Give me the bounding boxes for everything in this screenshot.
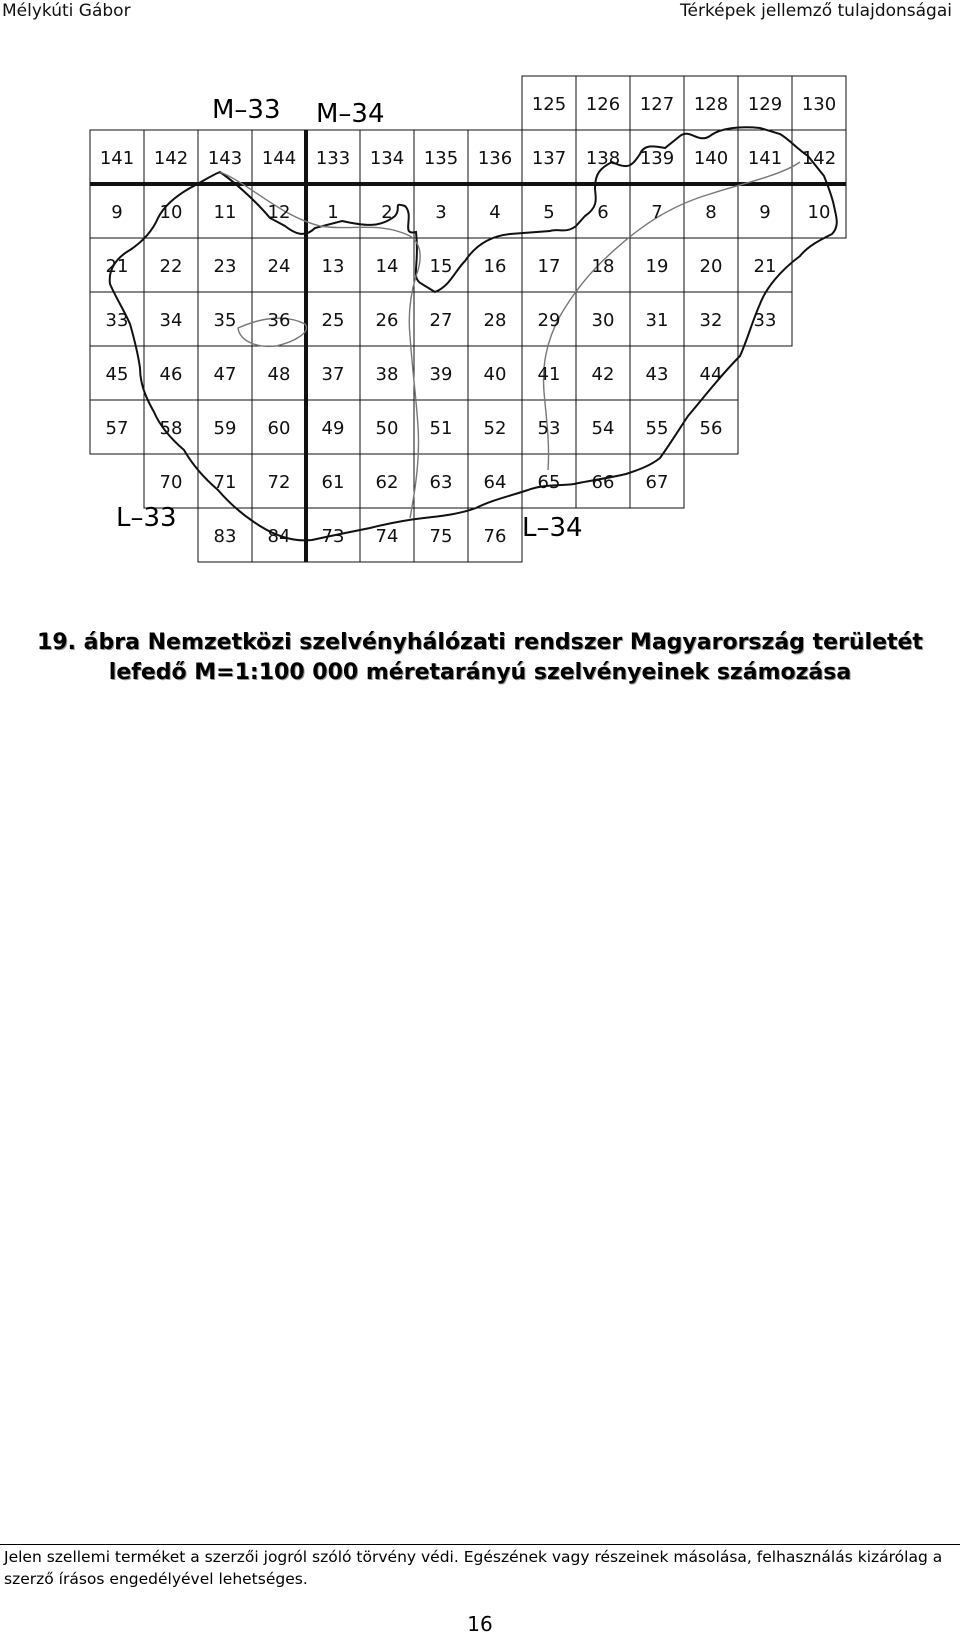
sheet-number-16: 16 <box>483 256 507 277</box>
sheet-number-37: 37 <box>321 364 345 385</box>
sheet-number-28: 28 <box>483 310 507 331</box>
sheet-number-10: 10 <box>159 202 183 223</box>
sheet-number-51: 51 <box>429 418 453 439</box>
sheet-number-141: 141 <box>99 148 135 169</box>
sheet-number-20: 20 <box>699 256 723 277</box>
sheet-number-128: 128 <box>693 94 729 115</box>
caption-line-2: lefedő M=1:100 000 méretarányú szelvényeinek számozása <box>108 660 852 685</box>
sheet-number-72: 72 <box>267 472 291 493</box>
sheet-number-42: 42 <box>591 364 615 385</box>
sheet-number-75: 75 <box>429 526 453 547</box>
sheet-number-62: 62 <box>375 472 399 493</box>
header-chapter: Térképek jellemző tulajdonságai <box>680 1 952 21</box>
sheet-label-m34: M–34 <box>316 99 385 129</box>
sheet-number-126: 126 <box>585 94 621 115</box>
sheet-number-9: 9 <box>111 202 123 223</box>
sheet-number-76: 76 <box>483 526 507 547</box>
sheet-number-12: 12 <box>267 202 291 223</box>
sheet-number-56: 56 <box>699 418 723 439</box>
sheet-number-52: 52 <box>483 418 507 439</box>
sheet-number-2: 2 <box>381 202 393 223</box>
sheet-number-39: 39 <box>429 364 453 385</box>
sheet-number-60: 60 <box>267 418 291 439</box>
sheet-number-6: 6 <box>597 202 609 223</box>
sheet-number-32: 32 <box>699 310 723 331</box>
sheet-number-33: 33 <box>753 310 777 331</box>
sheet-number-1: 1 <box>327 202 339 223</box>
sheet-number-15: 15 <box>429 256 453 277</box>
sheet-number-64: 64 <box>483 472 507 493</box>
page-number: 16 <box>467 1612 493 1636</box>
sheet-number-48: 48 <box>267 364 291 385</box>
sheet-number-137: 137 <box>531 148 567 169</box>
sheet-number-133: 133 <box>315 148 351 169</box>
sheet-number-70: 70 <box>159 472 183 493</box>
page-header <box>0 0 960 26</box>
sheet-number-40: 40 <box>483 364 507 385</box>
sheet-label-m33: M–33 <box>212 95 281 125</box>
sheet-label-l34: L–34 <box>522 513 583 543</box>
sheet-number-61: 61 <box>321 472 345 493</box>
river-danube <box>220 172 420 518</box>
sheet-number-8: 8 <box>705 202 717 223</box>
sheet-number-125: 125 <box>531 94 567 115</box>
caption-line-1: 19. ábra Nemzetközi szelvényhálózati rendszer Magyarország területét <box>37 630 923 655</box>
footer-divider <box>0 1544 960 1545</box>
sheet-number-25: 25 <box>321 310 345 331</box>
sheet-number-63: 63 <box>429 472 453 493</box>
sheet-number-144: 144 <box>261 148 297 169</box>
sheet-number-50: 50 <box>375 418 399 439</box>
sheet-number-17: 17 <box>537 256 561 277</box>
sheet-number-57: 57 <box>105 418 129 439</box>
sheet-number-136: 136 <box>477 148 513 169</box>
sheet-number-73: 73 <box>321 526 345 547</box>
sheet-number-22: 22 <box>159 256 183 277</box>
sheet-number-139: 139 <box>639 148 675 169</box>
sheet-number-83: 83 <box>213 526 237 547</box>
sheet-number-31: 31 <box>645 310 669 331</box>
sheet-number-43: 43 <box>645 364 669 385</box>
header-author: Mélykúti Gábor <box>2 1 131 21</box>
copyright-notice: Jelen szellemi terméket a szerzői jogról szóló törvény védi. Egészének vagy részeinek másolása, felhasználás kizárólag a szerző írásos engedélyével lehetséges. <box>4 1548 943 1588</box>
sheet-number-135: 135 <box>423 148 459 169</box>
sheet-number-46: 46 <box>159 364 183 385</box>
sheet-number-74: 74 <box>375 526 399 547</box>
figure-caption <box>0 628 960 688</box>
sheet-number-130: 130 <box>801 94 837 115</box>
sheet-number-36: 36 <box>267 310 291 331</box>
sheet-number-141: 141 <box>747 148 783 169</box>
sheet-grid-figure <box>80 66 880 596</box>
sheet-number-33: 33 <box>105 310 129 331</box>
sheet-number-38: 38 <box>375 364 399 385</box>
sheet-number-11: 11 <box>213 202 237 223</box>
sheet-number-13: 13 <box>321 256 345 277</box>
sheet-number-142: 142 <box>153 148 189 169</box>
hungary-sheet-map <box>80 66 880 596</box>
sheet-number-45: 45 <box>105 364 129 385</box>
sheet-number-143: 143 <box>207 148 243 169</box>
sheet-number-142: 142 <box>801 148 837 169</box>
sheet-number-5: 5 <box>543 202 555 223</box>
sheet-number-34: 34 <box>159 310 183 331</box>
sheet-label-l33: L–33 <box>116 503 177 533</box>
sheet-number-18: 18 <box>591 256 615 277</box>
sheet-number-26: 26 <box>375 310 399 331</box>
sheet-number-9: 9 <box>759 202 771 223</box>
sheet-number-134: 134 <box>369 148 405 169</box>
sheet-number-35: 35 <box>213 310 237 331</box>
sheet-number-58: 58 <box>159 418 183 439</box>
sheet-number-129: 129 <box>747 94 783 115</box>
sheet-number-59: 59 <box>213 418 237 439</box>
sheet-number-49: 49 <box>321 418 345 439</box>
sheet-number-30: 30 <box>591 310 615 331</box>
sheet-number-23: 23 <box>213 256 237 277</box>
sheet-number-7: 7 <box>651 202 663 223</box>
sheet-number-55: 55 <box>645 418 669 439</box>
sheet-number-21: 21 <box>753 256 777 277</box>
sheet-number-53: 53 <box>537 418 561 439</box>
sheet-number-47: 47 <box>213 364 237 385</box>
sheet-number-71: 71 <box>213 472 237 493</box>
sheet-number-27: 27 <box>429 310 453 331</box>
sheet-number-66: 66 <box>591 472 615 493</box>
sheet-number-21: 21 <box>105 256 129 277</box>
sheet-number-67: 67 <box>645 472 669 493</box>
sheet-number-19: 19 <box>645 256 669 277</box>
sheet-number-44: 44 <box>699 364 723 385</box>
sheet-number-84: 84 <box>267 526 291 547</box>
sheet-number-10: 10 <box>807 202 831 223</box>
sheet-number-3: 3 <box>435 202 447 223</box>
sheet-number-24: 24 <box>267 256 291 277</box>
sheet-number-29: 29 <box>537 310 561 331</box>
sheet-number-14: 14 <box>375 256 399 277</box>
sheet-number-127: 127 <box>639 94 675 115</box>
grid-lines <box>90 76 846 562</box>
sheet-number-140: 140 <box>693 148 729 169</box>
sheet-number-65: 65 <box>537 472 561 493</box>
sheet-number-54: 54 <box>591 418 615 439</box>
sheet-number-4: 4 <box>489 202 501 223</box>
sheet-number-41: 41 <box>537 364 561 385</box>
sheet-number-138: 138 <box>585 148 621 169</box>
